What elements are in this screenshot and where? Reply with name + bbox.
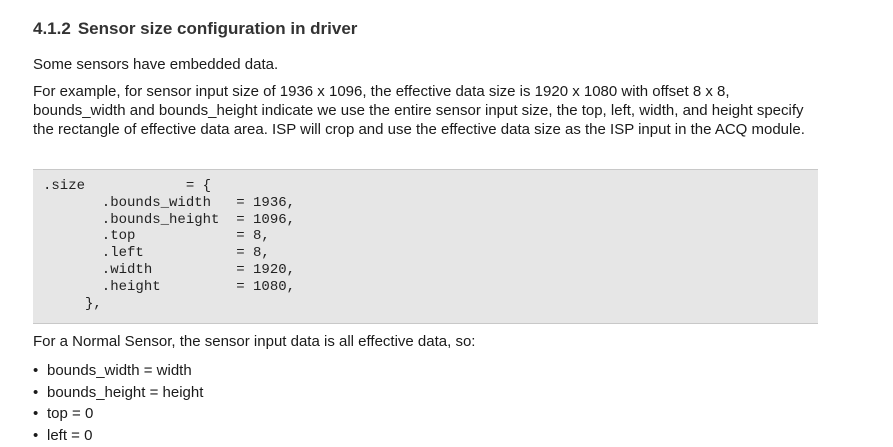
list-item <box>33 383 203 405</box>
section-title: Sensor size configuration in driver <box>78 19 358 38</box>
bullet-icon: • <box>33 361 38 380</box>
list-item-text: bounds_width = width <box>47 362 192 379</box>
list-item-text: top = 0 <box>47 405 93 422</box>
paragraph-embedded-data: Some sensors have embedded data. <box>33 55 823 74</box>
bullet-icon: • <box>33 383 38 402</box>
list-item <box>33 404 203 426</box>
paragraph-normal-sensor: For a Normal Sensor, the sensor input data is all effective data, so: <box>33 332 823 351</box>
paragraph-example: For example, for sensor input size of 1936 x 1096, the effective data size is 1920 x 1080 with offset 8 x 8, bounds_width and bounds_height indicate we use the entire sensor input size, the top, left, width, and height specify the rectangle of effective data area. ISP will crop and use the effective data size as the ISP input in the ACQ module. <box>33 82 823 139</box>
section-heading <box>33 19 357 39</box>
list-item <box>33 361 203 383</box>
bullet-icon: • <box>33 404 38 423</box>
code-text: .size = { .bounds_width = 1936, .bounds_height = 1096, .top = 8, .left = 8, .width = 1920, .height = 1080, }, <box>43 178 295 312</box>
list-item <box>33 426 203 447</box>
bullet-icon: • <box>33 426 38 445</box>
list-item-text: bounds_height = height <box>47 384 203 401</box>
section-number: 4.1.2 <box>33 19 71 38</box>
code-block <box>33 169 818 324</box>
list-item-text: left = 0 <box>47 427 92 444</box>
bullet-list <box>33 361 203 447</box>
